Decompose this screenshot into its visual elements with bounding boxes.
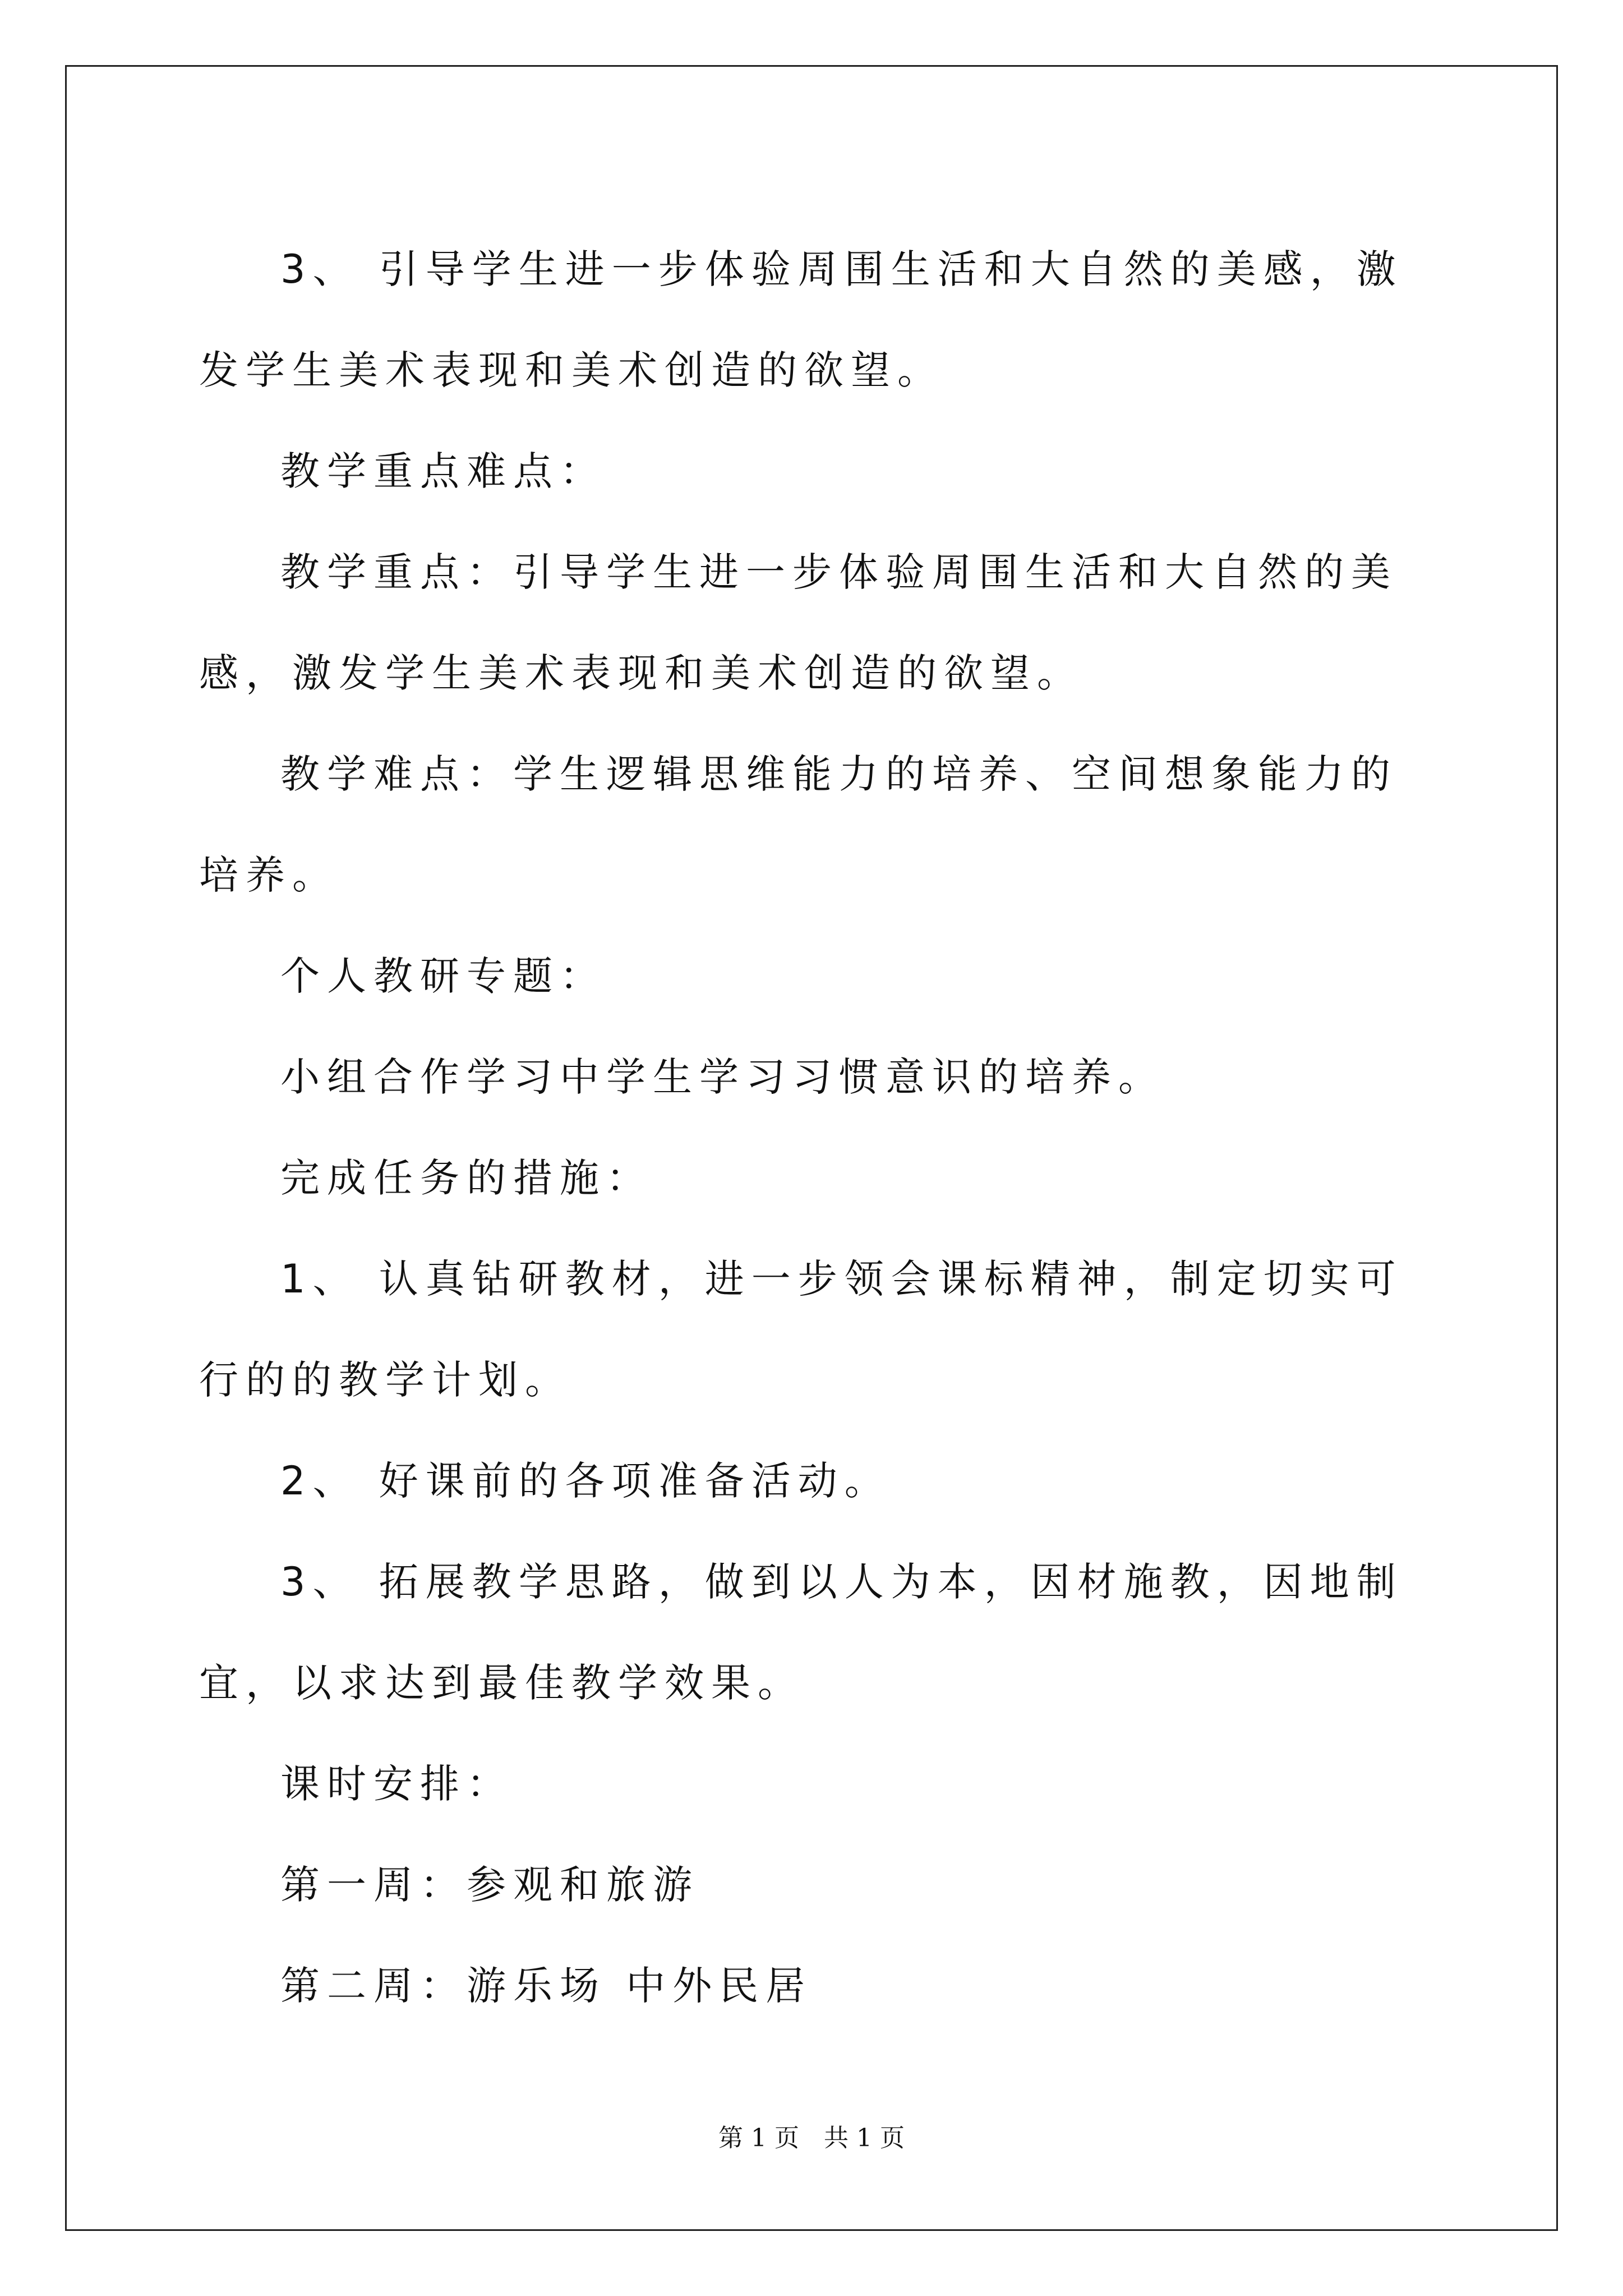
- schedule-week-2: 第二周：游乐场 中外民居: [280, 1963, 813, 2009]
- heading-research-topic: 个人教研专题：: [280, 953, 606, 999]
- page-footer: 第 1 页 共 1 页: [718, 2124, 905, 2152]
- schedule-week-1: 第一周：参观和旅游: [280, 1862, 699, 1908]
- paragraph-difficulty: 教学难点：学生逻辑思维能力的培养、空间想象能力的培养。: [199, 751, 1398, 898]
- paragraph-key-point: 教学重点：引导学生进一步体验周围生活和大自然的美感，激发学生美术表现和美术创造的欲望。: [199, 549, 1398, 696]
- paragraph-goal-3: 3、 引导学生进一步体验周围生活和大自然的美感，激发学生美术表现和美术创造的欲望。: [199, 246, 1403, 393]
- paragraph-measure-1: 1、 认真钻研教材，进一步领会课标精神，制定切实可行的的教学计划。: [199, 1256, 1403, 1403]
- document-body: [199, 219, 1436, 2036]
- heading-schedule: 课时安排：: [280, 1761, 513, 1807]
- paragraph-research-topic: 小组合作学习中学生学习习惯意识的培养。: [280, 1054, 1165, 1100]
- heading-measures: 完成任务的措施：: [280, 1155, 653, 1201]
- paragraph-measure-2: 2、 好课前的各项准备活动。: [280, 1458, 891, 1504]
- heading-key-points: 教学重点难点：: [280, 448, 606, 494]
- paragraph-measure-3: 3、 拓展教学思路，做到以人为本，因材施教，因地制宜，以求达到最佳教学效果。: [199, 1559, 1403, 1706]
